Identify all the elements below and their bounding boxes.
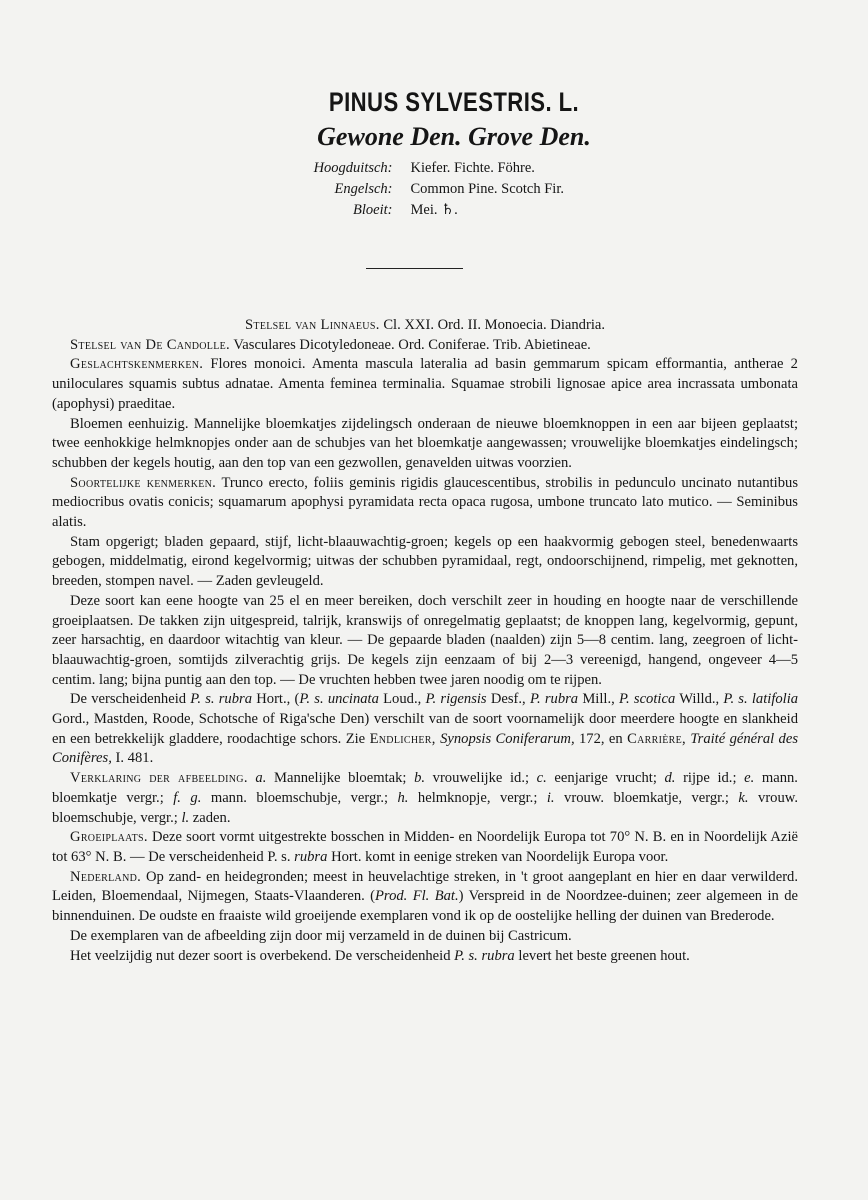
figure-letter: f. g. — [173, 789, 202, 806]
bloemen-paragraph: Bloemen eenhuizig. Mannelijke bloemkatjes zijdelingsch onderaan de nieuwe bloemknoppen in een aar bijeen geplaatst; twee eenhokkige helmknopjes onder aan de schubjes van het bloemkatje aangewassen; vrouwelijke bloemkatjes eindelingsch; schubben der kegels houtig, aan den top van een gezwollen, genavelden uitwas voorzien. — [52, 415, 798, 471]
text-run: Op zand- en heidegronden; meest in heuvelachtige streken, in 't groot aangeplant en hier en daar verwilderd. Leiden, Bloemendaal, Nijmegen, Staats-Vlaanderen. ( — [52, 868, 798, 905]
text-run: Mannelijke bloemtak; — [266, 770, 415, 787]
taxon-name: P. rubra — [529, 691, 579, 708]
name-label: Engelsch: — [334, 181, 393, 197]
section-label: Geslachtskenmerken. — [70, 356, 204, 373]
taxon-name: P. s. uncinata — [299, 691, 379, 708]
text-run: vrouwelijke id.; — [425, 770, 537, 787]
text-run: Gord., Mastden, Roode, Schotsche of Riga'sche Den) verschilt van de soort voornamelijk door meerdere hoogte en slankheid en een betrekkelijk gladdere, roodachtige schors. Zie — [52, 711, 798, 747]
section-label: Stelsel van De Candolle. — [70, 336, 230, 353]
exemplaren-paragraph: De exemplaren van de afbeelding zijn door mij verzameld in de duinen bij Castricum. — [70, 927, 572, 944]
name-label: Hoogduitsch: — [313, 160, 393, 176]
verklaring-paragraph — [52, 769, 798, 828]
common-names — [40, 158, 868, 221]
taxon-name: P. s. rubra — [190, 691, 252, 708]
text-run: Willd., — [679, 691, 720, 708]
text-run: zaden. — [189, 809, 231, 826]
text-run: Desf., — [490, 691, 526, 708]
paragraph-text: Flores monoici. Amenta mascula lateralia ad basin gemmarum spicam efformantia, antherae 2 uniloculares squamis subtus adnatae. Amenta feminea terminalia. Squamae strobili lignosae apice area incrassata umbonata (apophysi) praeditae. — [52, 356, 798, 412]
name-row — [40, 158, 868, 179]
text-run: Mill., — [582, 691, 615, 708]
text-run: rijpe id.; — [675, 770, 745, 787]
name-value: Mei. ♄. — [410, 202, 458, 218]
text-run: vrouw. bloemschubje, vergr.; — [52, 789, 799, 826]
text-run: ) Verspreid in de Noordzee-duinen; zeer algemeen in de binnenduinen. De oudste en fraaiste wild groeijende exemplaren vond ik op de oostelijke helling der duinen van Brederode. — [52, 888, 798, 925]
text-run: 172, en — [578, 730, 623, 747]
text-run: eenjarige vrucht; — [546, 770, 665, 787]
figure-letter: d. — [664, 770, 676, 787]
figure-letter: k. — [738, 789, 749, 806]
figure-letter: a. — [255, 770, 267, 787]
text-run: I. 481. — [115, 750, 154, 767]
figure-letter: c. — [536, 770, 547, 787]
nederland-paragraph — [52, 868, 798, 927]
text-run: Het veelzijdig nut dezer soort is overbekend. De verscheidenheid — [70, 947, 451, 964]
text-run: Deze soort vormt uitgestrekte bosschen in Midden- en Noordelijk Europa tot 70° N. B. en in Noordelijk Azië tot 63° N. B. — De verscheidenheid P. s. — [52, 829, 798, 865]
text-run: helmknopje, vergr.; — [408, 789, 547, 806]
name-value: Kiefer. Fichte. Föhre. — [410, 160, 535, 176]
text-run: Loud., — [383, 691, 422, 708]
section-label: Groeiplaats. — [70, 829, 148, 846]
figure-letter: b. — [414, 770, 426, 787]
text-run: De verscheidenheid — [70, 691, 187, 708]
verscheidenheid-paragraph — [52, 690, 798, 769]
soort-paragraph — [52, 474, 798, 533]
text-run: levert het beste greenen hout. — [518, 947, 690, 964]
figure-letter: l. — [181, 809, 190, 826]
text-run: vrouw. bloemkatje, vergr.; — [554, 789, 739, 806]
name-label: Bloeit: — [353, 202, 393, 218]
stam-paragraph: Stam opgerigt; bladen gepaard, stijf, licht-blaauwachtig-groen; kegels op een haakvormig gebogen steel, benedenwaarts gebogen, middelmatig, eirond kegelvormig; uitwas der schubben pyramidaal, regt, ondoorschijnend, rimpelig, met geknotten, breeden, stompen navel. — Zaden gevleugeld. — [52, 533, 798, 590]
taxon-name: rubra — [294, 848, 328, 865]
section-label: Stelsel van Linnaeus. — [245, 317, 380, 333]
figure-letter: i. — [546, 789, 555, 806]
paragraph-text: Cl. XXI. Ord. II. Monoecia. Diandria. — [383, 317, 605, 333]
taxon-name: P. scotica — [619, 691, 676, 708]
paragraph-text: Trunco erecto, foliis geminis rigidis glaucescentibus, strobilis in pedunculo uncinato nutantibus mediocribus ovatis conicis; squamarum apophysi pyramidata recta opaca rugosa, umbone truncato lato mutico. — Seminibus alatis. — [52, 474, 798, 531]
author-name: Carrière, — [627, 730, 686, 747]
text-run: mann. bloemkatje vergr.; — [52, 770, 798, 806]
text-run: Hort. komt in eenige streken van Noordelijk Europa voor. — [331, 848, 669, 865]
geslacht-paragraph — [52, 355, 798, 414]
paragraph-text: Vasculares Dicotyledoneae. Ord. Coniferae. Trib. Abietineae. — [233, 336, 591, 353]
section-label: Verklaring der afbeelding. — [70, 770, 248, 787]
candolle-paragraph — [52, 336, 798, 356]
page-title: PINUS SYLVESTRIS. L. — [328, 87, 580, 117]
taxon-name: P. s. latifolia — [723, 691, 799, 708]
name-value: Common Pine. Scotch Fir. — [410, 181, 564, 197]
section-label: Nederland. — [70, 868, 142, 885]
deze-paragraph: Deze soort kan eene hoogte van 25 el en meer bereiken, doch verschilt zeer in houding en hoogte naar de verschillende groeiplaatsen. De takken zijn uitgespreid, talrijk, kranswijs of onregelmatig geplaatst; de knoppen lang, kegelvormig, gepunt, zeer harsachtig, en daardoor witachtig van kleur. — De gepaarde bladen (naalden) zijn 5—8 centim. lang, zeegroen of licht-blaauwachtig-groen, somtijds zilverachtig grijs. De kegels zijn eenzaam of bij 2—3 vereenigd, hangend, ongeveer 4—5 centim. lang; bijna puntig aan den top. — De vruchten hebben twee jaren noodig om te rijpen. — [52, 592, 798, 688]
figure-letter: h. — [397, 789, 409, 806]
taxon-name: P. s. rubra — [454, 947, 515, 964]
groeiplaats-paragraph — [52, 828, 798, 867]
description — [52, 316, 798, 966]
divider — [366, 268, 463, 269]
figure-letter: e. — [744, 770, 755, 787]
nut-paragraph — [52, 947, 798, 967]
linnaeus-paragraph — [52, 316, 798, 336]
book-title: Traité général des Conifères, — [52, 730, 799, 767]
text-run: Hort., ( — [256, 691, 300, 708]
page-subtitle: Gewone Den. Grove Den. — [317, 122, 591, 151]
name-row — [40, 179, 868, 200]
header — [0, 86, 868, 221]
section-label: Soortelijke kenmerken. — [70, 474, 217, 491]
reference: Prod. Fl. Bat. — [375, 888, 459, 905]
book-title: Synopsis Coniferarum, — [440, 730, 575, 747]
author-name: Endlicher, — [369, 730, 436, 747]
text-run: mann. bloemschubje, vergr.; — [201, 789, 398, 806]
name-row — [40, 200, 868, 221]
taxon-name: P. rigensis — [425, 691, 487, 708]
